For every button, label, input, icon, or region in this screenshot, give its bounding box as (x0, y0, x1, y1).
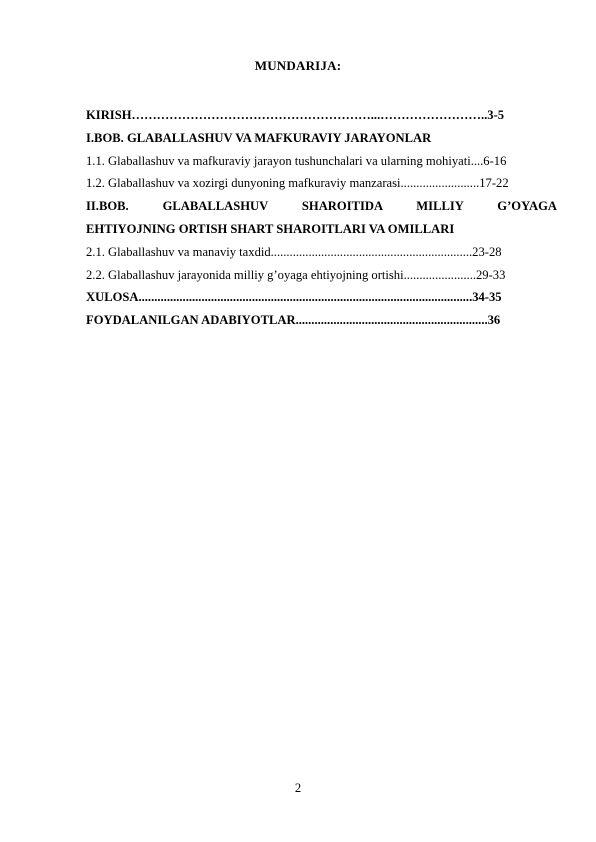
page-title: MUNDARIJA: (254, 58, 342, 73)
toc-chapter-2-title-line2: EHTIYOJNING ORTISH SHART SHAROITLARI VA OMILLARI (86, 221, 455, 236)
toc-entry-2-1: 2.1. Glaballashuv va manaviy taxdid................................................................23-28 (86, 244, 502, 259)
toc-entry-foydalanilgan-adabiyotlar: FOYDALANILGAN ADABIYOTLAR.............................................................36 (86, 313, 501, 328)
toc-chapter-1-title: I.BOB. GLABALLASHUV VA MAFKURAVIY JARAYONLAR (86, 130, 432, 145)
toc-entry-2-2: 2.2. Glaballashuv jarayonida milliy g’oyaga ehtiyojning ortishi.......................29-33 (86, 267, 506, 282)
table-of-contents (86, 104, 557, 332)
page-number: 2 (294, 781, 302, 795)
toc-entry-kirish: KIRISH…………………………………………………...……………………..3-5 (86, 108, 505, 122)
toc-entry-1-2: 1.2. Glaballashuv va xozirgi dunyoning mafkuraviy manzarasi.........................17-22 (86, 176, 509, 191)
toc-entry-1-1: 1.1. Glaballashuv va mafkuraviy jarayon tushunchalari va ularning mohiyati....6-16 (86, 153, 507, 168)
toc-chapter-2-title-line1: II.BOB. GLABALLASHUV SHAROITIDA MILLIY G’OYAGA (86, 199, 557, 214)
toc-entry-xulosa: XULOSA..........................................................................................................34-35 (86, 290, 502, 305)
